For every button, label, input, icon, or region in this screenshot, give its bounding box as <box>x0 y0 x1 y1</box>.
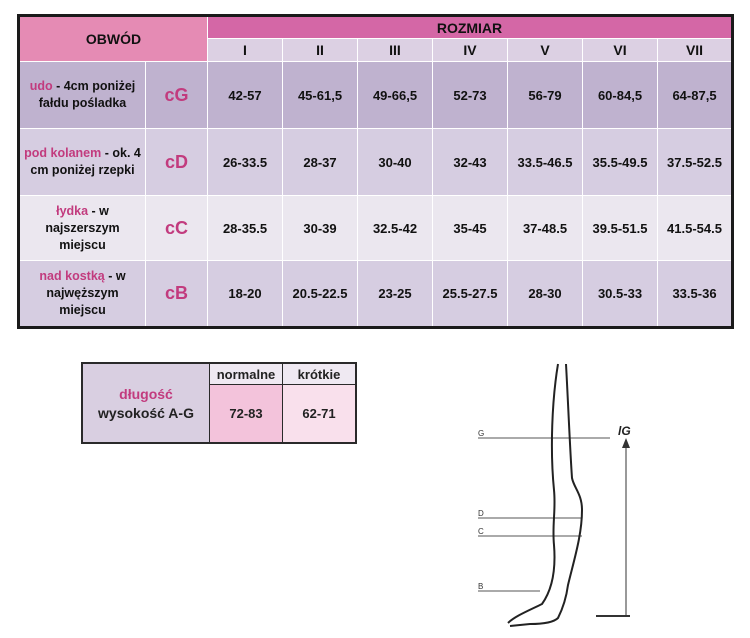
height-label: lG <box>618 424 631 438</box>
table-cell: 20.5-22.5 <box>283 261 358 328</box>
row-name-rest: - ok. 4 cm poniżej rzepki <box>30 146 141 177</box>
table-cell: 23-25 <box>358 261 433 328</box>
level-label-g: G <box>478 429 485 438</box>
table-cell: 33.5-36 <box>658 261 733 328</box>
table-cell: 25.5-27.5 <box>433 261 508 328</box>
table-cell: 49-66,5 <box>358 62 433 129</box>
size-col-header: IV <box>433 39 508 62</box>
table-cell: 41.5-54.5 <box>658 196 733 261</box>
table-cell: 45-61,5 <box>283 62 358 129</box>
row-name-rest: - 4cm poniżej fałdu pośladka <box>38 79 136 110</box>
size-header: ROZMIAR <box>208 16 733 39</box>
size-col-header: III <box>358 39 433 62</box>
table-row <box>19 129 733 196</box>
table-cell: 42-57 <box>208 62 283 129</box>
row-description <box>19 129 146 196</box>
length-table <box>81 362 357 444</box>
row-name-highlight: nad kostką <box>39 269 105 283</box>
table-cell: 35-45 <box>433 196 508 261</box>
table-cell: 26-33.5 <box>208 129 283 196</box>
size-col-header: VI <box>583 39 658 62</box>
size-col-header: I <box>208 39 283 62</box>
table-cell: 33.5-46.5 <box>508 129 583 196</box>
table-cell: 32.5-42 <box>358 196 433 261</box>
size-col-header: V <box>508 39 583 62</box>
table-cell: 28-35.5 <box>208 196 283 261</box>
length-col-header: normalne <box>210 363 283 385</box>
row-code: cG <box>146 62 208 129</box>
table-cell: 37.5-52.5 <box>658 129 733 196</box>
table-cell: 18-20 <box>208 261 283 328</box>
table-cell: 52-73 <box>433 62 508 129</box>
row-name-rest: - w najszerszym miejscu <box>45 203 120 252</box>
row-description <box>19 62 146 129</box>
table-cell: 30-39 <box>283 196 358 261</box>
level-label-d: D <box>478 509 484 518</box>
length-value: 72-83 <box>210 385 283 444</box>
leg-outline-back-icon <box>510 364 582 626</box>
table-cell: 35.5-49.5 <box>583 129 658 196</box>
row-code: cD <box>146 129 208 196</box>
table-cell: 64-87,5 <box>658 62 733 129</box>
table-cell: 56-79 <box>508 62 583 129</box>
row-name-highlight: łydka <box>56 203 89 218</box>
row-code: cC <box>146 196 208 261</box>
leg-diagram <box>470 360 670 630</box>
size-col-header: II <box>283 39 358 62</box>
row-code: cB <box>146 261 208 328</box>
row-description <box>19 261 146 328</box>
level-label-b: B <box>478 582 484 591</box>
length-col-header: krótkie <box>283 363 357 385</box>
table-cell: 30.5-33 <box>583 261 658 328</box>
row-name-rest: - w najwęższym miejscu <box>46 269 126 317</box>
row-description <box>19 196 146 261</box>
level-label-c: C <box>478 527 484 536</box>
circumference-header: OBWÓD <box>19 16 208 62</box>
row-name-highlight: udo <box>29 79 53 93</box>
table-cell: 30-40 <box>358 129 433 196</box>
table-cell: 28-30 <box>508 261 583 328</box>
row-name-highlight: pod kolanem <box>24 146 102 160</box>
table-cell: 60-84,5 <box>583 62 658 129</box>
table-row <box>19 196 733 261</box>
length-label <box>82 363 210 443</box>
table-cell: 39.5-51.5 <box>583 196 658 261</box>
leg-outline-icon <box>508 364 558 623</box>
table-cell: 37-48.5 <box>508 196 583 261</box>
length-value: 62-71 <box>283 385 357 444</box>
arrow-head-icon <box>622 438 630 448</box>
table-row <box>19 261 733 328</box>
length-label-highlight: długość <box>119 385 173 402</box>
size-table <box>17 14 734 329</box>
size-col-header: VII <box>658 39 733 62</box>
length-label-rest: wysokość A-G <box>98 404 194 421</box>
table-cell: 32-43 <box>433 129 508 196</box>
table-row <box>19 62 733 129</box>
table-cell: 28-37 <box>283 129 358 196</box>
